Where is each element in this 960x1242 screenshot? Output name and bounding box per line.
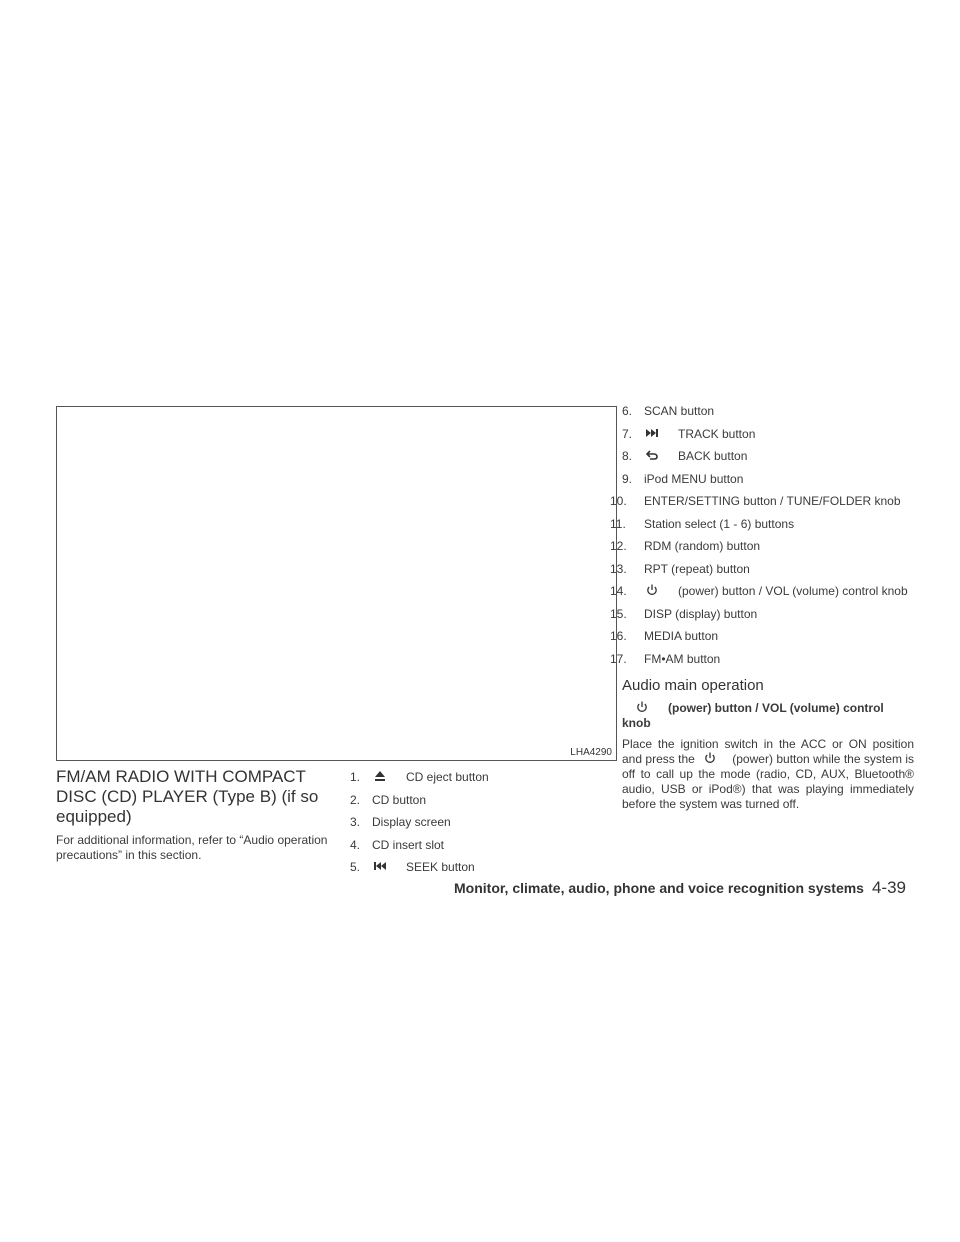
list-item: 11. Station select (1 - 6) buttons [610,516,795,531]
track-forward-icon [646,427,664,439]
list-item: 13. RPT (repeat) button [610,561,750,576]
list-item: 1. CD eject button [350,770,489,784]
list-item: 9. iPod MENU button [622,471,744,486]
figure-image [56,406,617,761]
list-item: 3. Display screen [350,815,451,829]
list-item: 15. DISP (display) button [610,606,758,621]
audio-main-subheading: (power) button / VOL (volume) control knob [622,700,884,730]
seek-back-icon [374,860,392,872]
items-left-list [350,770,615,883]
list-item: 7. TRACK button [622,426,756,441]
audio-main-title: Audio main operation [622,676,764,694]
eject-icon [374,770,392,782]
page-footer [454,878,910,898]
figure-code: LHA4290 [570,747,612,758]
list-item: 10. ENTER/SETTING button / TUNE/FOLDER knob [610,494,901,508]
list-item: 16. MEDIA button [610,629,719,643]
list-item: 2. CD button [350,792,427,807]
power-icon [704,752,722,764]
list-item: 14. (power) button / VOL (volume) control knob [610,584,908,598]
list-item: 8. BACK button [622,449,748,463]
section-intro [56,767,328,863]
list-item: 17. FM•AM button [610,651,721,666]
section-title: FM/AM RADIO WITH COMPACT DISC (CD) PLAYER (Type B) (if so equipped) [56,767,319,826]
items-right-list [610,404,915,812]
list-item: 6. SCAN button [622,404,715,418]
intro-text: For additional information, refer to “Audio operation precautions” in this section. [56,833,328,862]
page-number: 4-39 [871,878,906,897]
footer-title: Monitor, climate, audio, phone and voice recognition systems [454,880,864,896]
list-item: 12. RDM (random) button [610,539,761,553]
audio-main-paragraph: Place the ignition switch in the ACC or ON position and press the (power) button while the system is off to call up the mode (radio, CD, AUX, Bluetooth® audio, USB or iPod®) that was playing immediately before the system was turned off. [622,736,915,811]
list-item: 4. CD insert slot [350,837,445,852]
power-icon [636,701,654,713]
back-arrow-icon [646,449,664,461]
list-item: 5. SEEK button [350,860,475,874]
power-icon [646,584,664,596]
